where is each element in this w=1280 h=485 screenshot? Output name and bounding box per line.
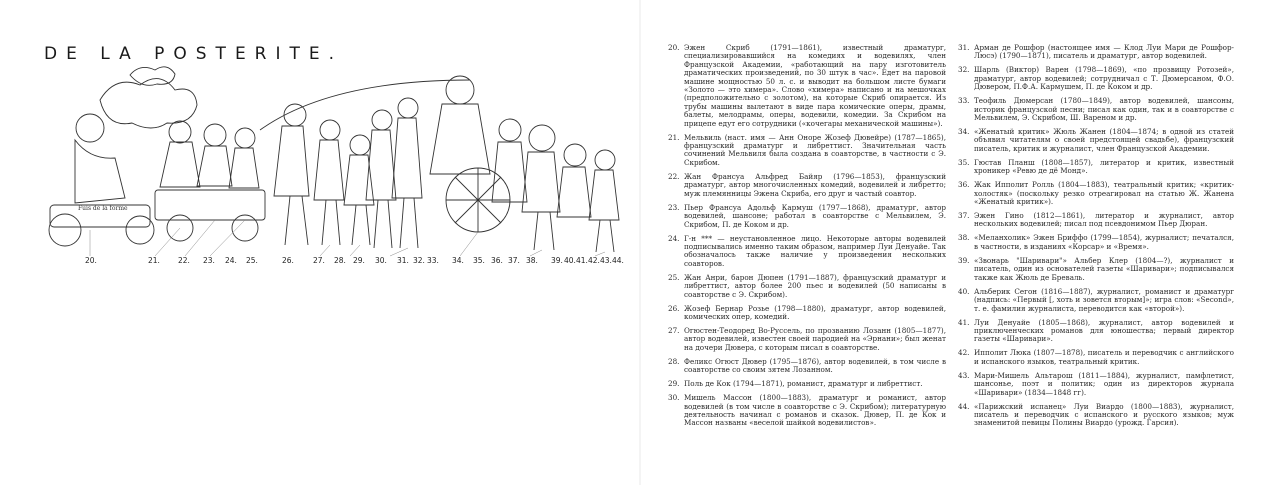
- note-entry: [958, 234, 1234, 251]
- note-number: 31.: [958, 43, 970, 52]
- note-entry: [958, 319, 1234, 344]
- note-entry: [958, 372, 1234, 397]
- caption-number: 44.: [612, 256, 624, 265]
- caption-number: 31.: [397, 256, 409, 265]
- note-entry: [668, 327, 946, 352]
- caption-number: 37.: [508, 256, 520, 265]
- note-text: Шарль (Виктор) Варен (1798—1869), «по прозвищу Ротозей», драматург, автор водевилей; сотрудничал с Т. Дюмерсаном, Ф.О. Дювером, П.Ф.А. Кармушем, П. де Коком и др.: [974, 65, 1234, 92]
- note-text: Жан Франсуа Альфред Байяр (1796—1853), французский драматург, автор многочисленных комедий, водевилей и либретто; муж племянницы Эжена Скриба, его друг и частый соавтор.: [684, 171, 946, 198]
- caption-number: 40.: [564, 256, 576, 265]
- note-entry: [668, 380, 946, 388]
- figure-group: [75, 76, 619, 252]
- note-number: 40.: [958, 286, 970, 296]
- note-number: 22.: [668, 171, 680, 181]
- note-entry: [668, 358, 946, 375]
- caption-number-row: [0, 256, 640, 270]
- note-number: 44.: [958, 401, 970, 411]
- note-entry: [958, 128, 1234, 153]
- notes-column-middle: [668, 44, 946, 433]
- note-entry: [958, 257, 1234, 282]
- caption-number: 30.: [375, 256, 387, 265]
- note-number: 23.: [668, 202, 680, 212]
- note-text: Г-н *** — неустановленное лицо. Некоторые авторы водевилей подписывались именно таким образом, например Луи Денуайе. Так обозначалось также наличие у произведения нескольких соавторов.: [684, 233, 946, 268]
- note-entry: [668, 44, 946, 128]
- note-number: 24.: [668, 233, 680, 243]
- engine-wheel: [49, 214, 81, 246]
- caption-number: 32.: [413, 256, 425, 265]
- caption-number: 26.: [282, 256, 294, 265]
- note-number: 21.: [668, 132, 680, 142]
- note-entry: [668, 173, 946, 198]
- note-entry: [668, 305, 946, 322]
- note-number: 41.: [958, 317, 970, 327]
- note-entry: [668, 235, 946, 269]
- caricature-illustration: [30, 60, 630, 260]
- note-entry: [668, 394, 946, 428]
- note-text: Жозеф Бернар Розье (1798—1880), драматург, автор водевилей, комических опер, комедий.: [684, 303, 946, 321]
- plaque-text: Fuis de la forme: [78, 205, 128, 212]
- caption-number: 21.: [148, 256, 160, 265]
- caption-number: 22.: [178, 256, 190, 265]
- note-entry: [958, 44, 1234, 61]
- note-text: Гюстав Планш (1808—1857), литератор и критик, известный хроникер «Ревю де дё Монд».: [974, 157, 1234, 176]
- note-text: Эжен Гино (1812—1861), литератор и журналист, автор нескольких водевилей; писал под псевдонимом Пьер Дюран.: [974, 211, 1234, 229]
- caption-number: 34.: [452, 256, 464, 265]
- note-number: 35.: [958, 157, 970, 167]
- note-text: Мельвиль (наст. имя — Анн Оноре Жозеф Дювейре) (1787—1865), французский драматург и либреттист. Значительная часть сочинений Мельвиля была создана в соавторстве, в частности с Э. Скрибом.: [684, 132, 946, 167]
- note-number: 43.: [958, 370, 970, 380]
- note-number: 33.: [958, 96, 970, 106]
- trailer-wheel-2: [232, 215, 258, 241]
- caption-number: 24.: [225, 256, 237, 265]
- note-text: «Звонарь "Шаривари"» Альбер Клер (1804—?), журналист и писатель, один из основателей газеты «Шаривари»; подписывался также как Жюль де Бреваль.: [974, 255, 1234, 282]
- note-text: «Меланхолик» Эжен Бриффо (1799—1854), журналист; печатался, в частности, в изданиях «Корсар» и «Время».: [974, 233, 1234, 251]
- note-text: Жан Анри, барон Дюпен (1791—1887), французский драматург и либреттист, автор более 200 пьес и водевилей (50 написаны в соавторстве с Э. Скрибом).: [684, 272, 946, 299]
- page-title: DE LA POSTERITE.: [44, 44, 344, 64]
- note-text: Теофиль Дюмерсан (1780—1849), автор водевилей, шансоны, историк французской песни; писал как один, так и в соавторстве с Мельвилем, Э. Скрибом, Ш. Вареном и др.: [974, 96, 1234, 123]
- caption-number: 35.: [473, 256, 485, 265]
- note-entry: [958, 159, 1234, 176]
- note-number: 30.: [668, 393, 680, 403]
- caption-number: 42.: [588, 256, 600, 265]
- note-text: Луи Денуайе (1805—1868), журналист, автор водевилей и приключенческих романов для юношества; первый директор газеты «Шаривари».: [974, 317, 1234, 344]
- note-number: 34.: [958, 127, 970, 137]
- engine-wheel-2: [126, 216, 154, 244]
- note-number: 42.: [958, 348, 970, 358]
- note-text: Арман де Рошфор (настоящее имя — Клод Луи Мари де Рошфор-Люсэ) (1790—1871), писатель и драматург, автор водевилей.: [974, 43, 1234, 61]
- note-number: 20.: [668, 43, 680, 52]
- note-text: Эжен Скриб (1791—1861), известный драматург, специализировавшийся на комедиях и водевилях, член Французской Академии, «работающий на пару изготовитель драматических произведений, по 30 штук в час». Едет на паровой машине мощностью 50 л. с. и выводит на большом листе бумаги «Золото — это химера». Слово «химера» написано и на мешочках (предположительно с золотом), на которые Скриб опирается. Из трубы машины вылетают в виде пара комические оперы, драмы, балеты, мелодрамы, оперы, водевили, комедии. За Скрибом на прицепе едут его сотрудники («кочегары механической машины»).: [684, 43, 946, 128]
- note-entry: [668, 274, 946, 299]
- note-number: 36.: [958, 180, 970, 190]
- caption-number: 20.: [85, 256, 97, 265]
- note-entry: [668, 134, 946, 168]
- note-entry: [668, 204, 946, 229]
- note-number: 28.: [668, 356, 680, 366]
- note-text: Феликс Огюст Дювер (1795—1876), автор водевилей, в том числе в соавторстве со своим зятем Лозанном.: [684, 356, 946, 375]
- note-number: 27.: [668, 325, 680, 335]
- note-entry: [958, 403, 1234, 428]
- note-text: Огюстен-Теодоред Во-Руссель, по прозванию Лозанн (1805—1877), автор водевилей, известен своей пародией на «Эрнани»; был женат на дочери Дювера, с которым писал в соавторстве.: [684, 325, 946, 352]
- note-number: 32.: [958, 65, 970, 75]
- caption-number: 28.: [334, 256, 346, 265]
- note-text: «Парижский испанец» Луи Виардо (1800—1883), журналист, писатель и переводчик с испанского и русского языков; муж знаменитой певицы Полины Виардо (урожд. Гарсия).: [974, 401, 1234, 428]
- caption-number: 25.: [246, 256, 258, 265]
- caption-number: 36.: [491, 256, 503, 265]
- note-entry: [958, 66, 1234, 91]
- note-entry: [958, 349, 1234, 366]
- note-number: 39.: [958, 255, 970, 265]
- note-text: Альберик Сегон (1816—1887), журналист, романист и драматург (надпись: «Первый [, хоть и зовется вторым]»; игра слов: «Second», т. е. фамилия журналиста, переводится как «второй»).: [974, 286, 1234, 313]
- caption-number: 23.: [203, 256, 215, 265]
- notes-column-right: [958, 44, 1234, 433]
- note-number: 38.: [958, 233, 970, 243]
- steam-cloud: [100, 79, 197, 128]
- caption-number: 27.: [313, 256, 325, 265]
- note-entry: [958, 181, 1234, 206]
- note-text: Жак Ипполит Ролль (1804—1883), театральный критик; «критик-холостяк» (поскольку резко отреагировал на статью Ж. Жанена «Женатый критик»).: [974, 180, 1234, 207]
- caption-number: 43.: [600, 256, 612, 265]
- note-text: «Женатый критик» Жюль Жанен (1804—1874; в одной из статей объявил читателям о своей предстоящей свадьбе), французский писатель, критик и журналист, член Французской Академии.: [974, 127, 1234, 153]
- caption-number: 38.: [526, 256, 538, 265]
- note-number: 25.: [668, 272, 680, 282]
- note-text: Мишель Массон (1800—1883), драматург и романист, автор водевилей (в том числе в соавторстве с Э. Скрибом); литературную деятельность начинал с романов и сказок. Дювер, П. де Кок и Массон названы «веселой шайкой водевилистов».: [684, 393, 946, 428]
- note-entry: [958, 97, 1234, 122]
- note-text: Пьер Франсуа Адольф Кармуш (1797—1868), драматург, автор водевилей, шансоне; работал в соавторстве с Мельвилем, Э. Скрибом, П. де Коком и др.: [684, 202, 946, 229]
- page-gutter: [639, 0, 641, 485]
- note-entry: [958, 288, 1234, 313]
- note-entry: [958, 212, 1234, 229]
- note-number: 37.: [958, 211, 970, 221]
- note-number: 26.: [668, 303, 680, 313]
- note-text: Мари-Мишель Альтарош (1811—1884), журналист, памфлетист, шансонье, поэт и политик; один из директоров журнала «Шаривари» (1834—1848 гг).: [974, 370, 1234, 397]
- note-text: Поль де Кок (1794—1871), романист, драматург и либреттист.: [684, 379, 923, 389]
- note-number: 29.: [668, 379, 680, 389]
- caption-number: 33.: [427, 256, 439, 265]
- caption-number: 39.: [551, 256, 563, 265]
- caption-number: 41.: [576, 256, 588, 265]
- caption-number: 29.: [353, 256, 365, 265]
- note-text: Ипполит Люка (1807—1878), писатель и переводчик с английского и испанского языков, театральный критик.: [974, 348, 1234, 366]
